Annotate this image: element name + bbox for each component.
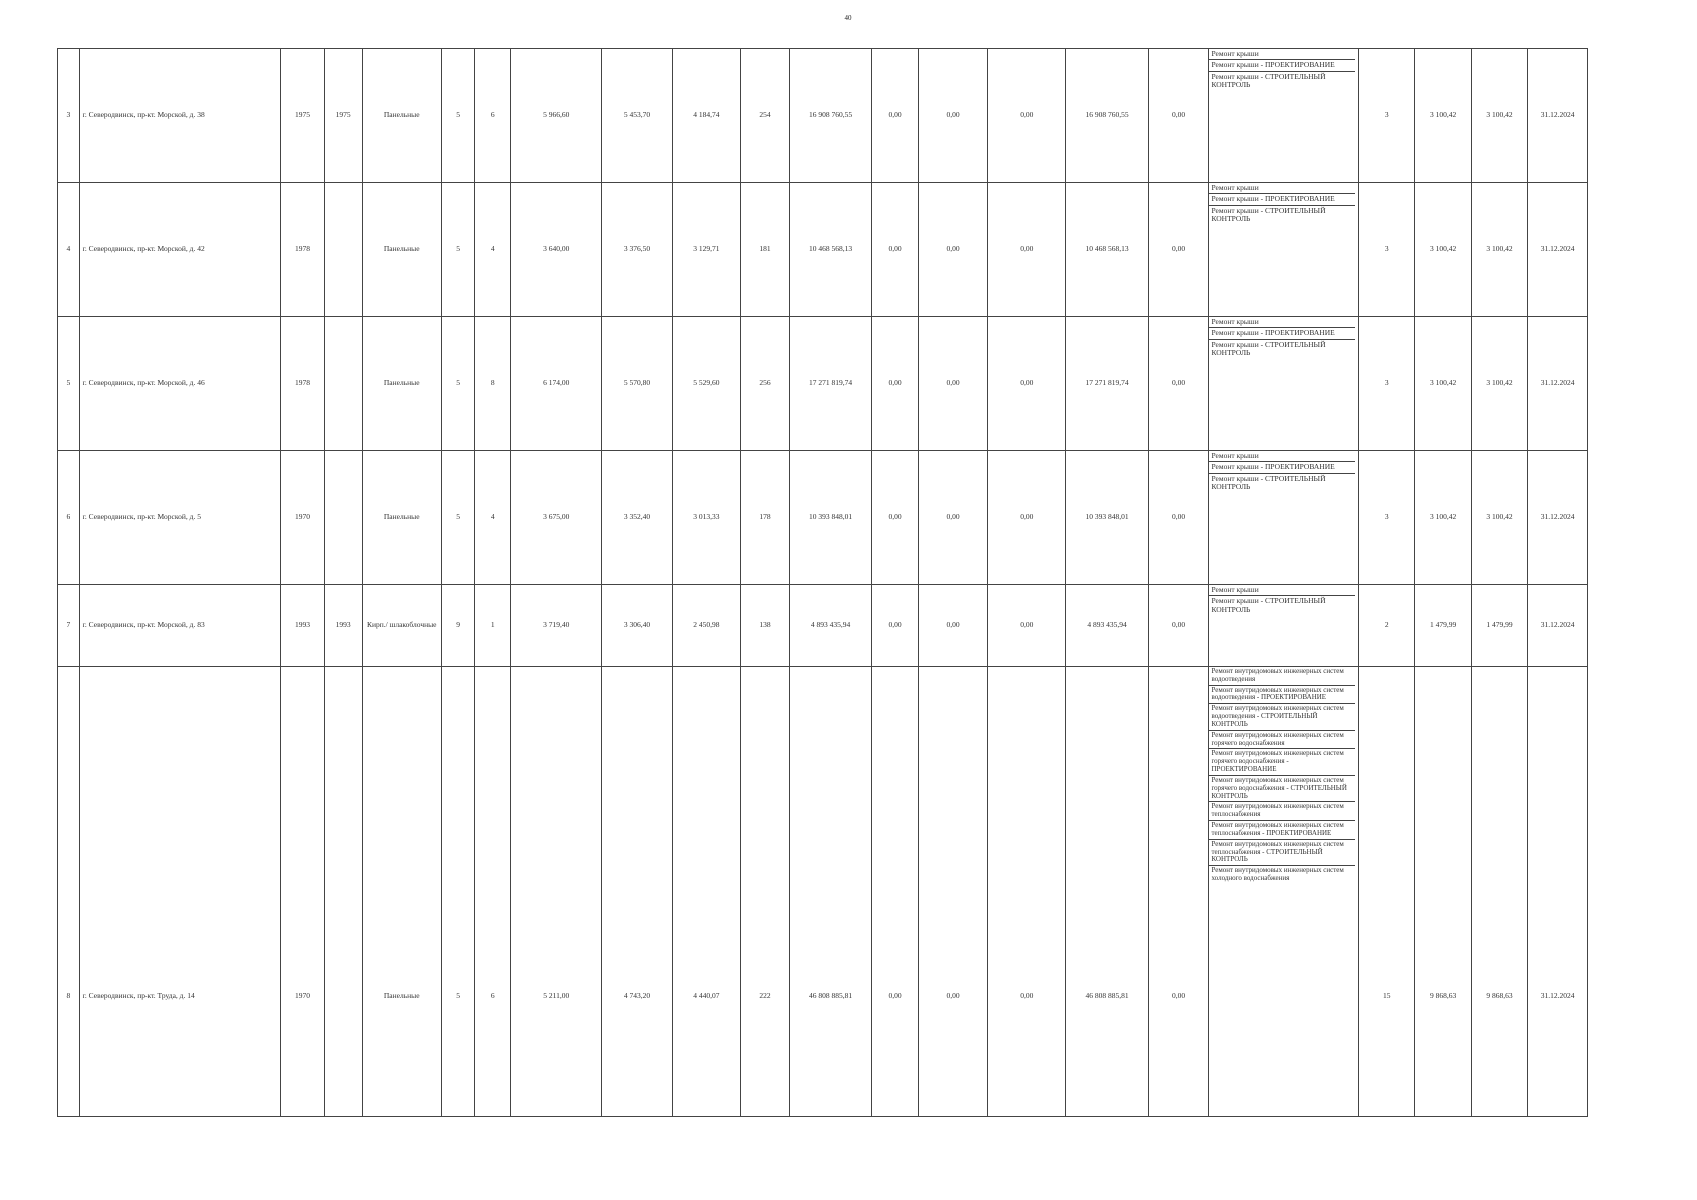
fund-owners-cell: 17 271 819,74: [1066, 317, 1148, 451]
fund-local-cell: 0,00: [988, 183, 1066, 317]
fund-local-cell: 0,00: [988, 585, 1066, 667]
fund-local-cell: 0,00: [988, 49, 1066, 183]
fund-other-cell: 0,00: [1148, 451, 1209, 585]
row-number: 6: [58, 451, 80, 585]
work-item: Ремонт крыши: [1209, 451, 1355, 462]
residential-area-cell: 2 450,98: [672, 585, 740, 667]
deadline-cell: 31.12.2024: [1528, 49, 1588, 183]
work-item: Ремонт крыши - ПРОЕКТИРОВАНИЕ: [1209, 60, 1355, 71]
year-built-cell: 1993: [281, 585, 324, 667]
fund-owners-cell: 10 393 848,01: [1066, 451, 1148, 585]
residents-cell: 254: [741, 49, 790, 183]
premises-area-cell: 5 453,70: [602, 49, 672, 183]
residential-area-cell: 3 013,33: [672, 451, 740, 585]
fund-regional-cell: 0,00: [918, 49, 987, 183]
unit-cost-limit-cell: 9 868,63: [1471, 667, 1527, 1117]
fund-regional-cell: 0,00: [918, 585, 987, 667]
residential-area-cell: 5 529,60: [672, 317, 740, 451]
work-item: Ремонт внутридомовых инженерных систем водоотведения: [1209, 667, 1355, 686]
total-area-cell: 6 174,00: [511, 317, 602, 451]
works-count-cell: 15: [1359, 667, 1415, 1117]
wall-material-cell: Панельные: [362, 183, 441, 317]
year-reconstructed-cell: 1993: [324, 585, 362, 667]
entrances-cell: 8: [475, 317, 511, 451]
address-cell: г. Северодвинск, пр-кт. Морской, д. 46: [79, 317, 281, 451]
year-reconstructed-cell: 1975: [324, 49, 362, 183]
work-item: Ремонт крыши - СТРОИТЕЛЬНЫЙ КОНТРОЛЬ: [1211, 339, 1326, 358]
row-number: 5: [58, 317, 80, 451]
unit-cost-limit-cell: 3 100,42: [1471, 49, 1527, 183]
works-count-cell: 3: [1359, 317, 1415, 451]
floors-cell: 9: [441, 585, 475, 667]
unit-cost-cell: 3 100,42: [1415, 451, 1471, 585]
residents-cell: 256: [741, 317, 790, 451]
work-item: Ремонт внутридомовых инженерных систем теплоснабжения - ПРОЕКТИРОВАНИЕ: [1209, 821, 1355, 840]
premises-area-cell: 3 306,40: [602, 585, 672, 667]
fund-owners-cell: 16 908 760,55: [1066, 49, 1148, 183]
floors-cell: 5: [441, 667, 475, 1117]
work-item: Ремонт внутридомовых инженерных систем теплоснабжения - СТРОИТЕЛЬНЫЙ КОНТРОЛЬ: [1209, 840, 1355, 866]
register-body: [58, 49, 1588, 1117]
deadline-cell: 31.12.2024: [1528, 585, 1588, 667]
works-cell: [1209, 667, 1359, 1117]
table-row: [58, 451, 1588, 585]
fund-federal-cell: 0,00: [872, 667, 919, 1117]
fund-other-cell: 0,00: [1148, 49, 1209, 183]
works-cell: [1209, 451, 1359, 585]
fund-other-cell: 0,00: [1148, 667, 1209, 1117]
cost-total-cell: 46 808 885,81: [789, 667, 871, 1117]
cost-total-cell: 4 893 435,94: [789, 585, 871, 667]
work-item: Ремонт крыши - ПРОЕКТИРОВАНИЕ: [1209, 462, 1355, 473]
wall-material-cell: Панельные: [362, 451, 441, 585]
fund-local-cell: 0,00: [988, 451, 1066, 585]
year-built-cell: 1970: [281, 667, 324, 1117]
fund-owners-cell: 10 468 568,13: [1066, 183, 1148, 317]
year-built-cell: 1978: [281, 183, 324, 317]
work-item: Ремонт крыши - СТРОИТЕЛЬНЫЙ КОНТРОЛЬ: [1211, 71, 1326, 90]
deadline-cell: 31.12.2024: [1528, 183, 1588, 317]
year-reconstructed-cell: [324, 183, 362, 317]
total-area-cell: 5 211,00: [511, 667, 602, 1117]
residents-cell: 181: [741, 183, 790, 317]
total-area-cell: 3 719,40: [511, 585, 602, 667]
table-row: [58, 183, 1588, 317]
works-cell: [1209, 585, 1359, 667]
table-row: [58, 585, 1588, 667]
residential-area-cell: 4 440,07: [672, 667, 740, 1117]
table-row: [58, 49, 1588, 183]
entrances-cell: 4: [475, 183, 511, 317]
total-area-cell: 5 966,60: [511, 49, 602, 183]
floors-cell: 5: [441, 451, 475, 585]
unit-cost-limit-cell: 3 100,42: [1471, 451, 1527, 585]
works-cell: [1209, 49, 1359, 183]
cost-total-cell: 16 908 760,55: [789, 49, 871, 183]
fund-other-cell: 0,00: [1148, 317, 1209, 451]
work-item: Ремонт крыши - СТРОИТЕЛЬНЫЙ КОНТРОЛЬ: [1211, 596, 1326, 614]
year-reconstructed-cell: [324, 451, 362, 585]
year-built-cell: 1970: [281, 451, 324, 585]
unit-cost-limit-cell: 3 100,42: [1471, 183, 1527, 317]
fund-owners-cell: 46 808 885,81: [1066, 667, 1148, 1117]
works-list: [1209, 49, 1358, 91]
deadline-cell: 31.12.2024: [1528, 317, 1588, 451]
wall-material-cell: Панельные: [362, 317, 441, 451]
work-item: Ремонт крыши: [1209, 585, 1355, 596]
row-number: 3: [58, 49, 80, 183]
row-number: 8: [58, 667, 80, 1117]
fund-federal-cell: 0,00: [872, 451, 919, 585]
entrances-cell: 6: [475, 667, 511, 1117]
fund-local-cell: 0,00: [988, 317, 1066, 451]
wall-material-cell: Кирп./ шлакоблочные: [362, 585, 441, 667]
unit-cost-limit-cell: 1 479,99: [1471, 585, 1527, 667]
work-item: Ремонт крыши: [1209, 317, 1355, 328]
fund-federal-cell: 0,00: [872, 183, 919, 317]
unit-cost-cell: 9 868,63: [1415, 667, 1471, 1117]
works-cell: [1209, 317, 1359, 451]
row-number: 7: [58, 585, 80, 667]
entrances-cell: 4: [475, 451, 511, 585]
cost-total-cell: 10 468 568,13: [789, 183, 871, 317]
address-cell: г. Северодвинск, пр-кт. Морской, д. 42: [79, 183, 281, 317]
works-list: [1209, 451, 1358, 493]
residents-cell: 138: [741, 585, 790, 667]
work-item: Ремонт внутридомовых инженерных систем водоотведения - ПРОЕКТИРОВАНИЕ: [1209, 686, 1355, 705]
floors-cell: 5: [441, 49, 475, 183]
fund-other-cell: 0,00: [1148, 183, 1209, 317]
cost-total-cell: 10 393 848,01: [789, 451, 871, 585]
entrances-cell: 6: [475, 49, 511, 183]
works-count-cell: 3: [1359, 183, 1415, 317]
work-item: Ремонт крыши: [1209, 49, 1355, 60]
row-number: 4: [58, 183, 80, 317]
cost-total-cell: 17 271 819,74: [789, 317, 871, 451]
premises-area-cell: 3 376,50: [602, 183, 672, 317]
total-area-cell: 3 640,00: [511, 183, 602, 317]
works-list: [1209, 667, 1358, 884]
address-cell: г. Северодвинск, пр-кт. Морской, д. 5: [79, 451, 281, 585]
work-item: Ремонт внутридомовых инженерных систем холодного водоснабжения: [1211, 866, 1344, 883]
work-item: Ремонт крыши - ПРОЕКТИРОВАНИЕ: [1209, 194, 1355, 205]
page-number: 40: [844, 14, 852, 22]
address-cell: г. Северодвинск, пр-кт. Морской, д. 83: [79, 585, 281, 667]
fund-federal-cell: 0,00: [872, 49, 919, 183]
year-reconstructed-cell: [324, 667, 362, 1117]
deadline-cell: 31.12.2024: [1528, 667, 1588, 1117]
residents-cell: 178: [741, 451, 790, 585]
fund-regional-cell: 0,00: [918, 451, 987, 585]
works-cell: [1209, 183, 1359, 317]
table-row: [58, 667, 1588, 1117]
residential-area-cell: 4 184,74: [672, 49, 740, 183]
year-built-cell: 1978: [281, 317, 324, 451]
wall-material-cell: Панельные: [362, 667, 441, 1117]
year-reconstructed-cell: [324, 317, 362, 451]
work-item: Ремонт внутридомовых инженерных систем теплоснабжения: [1209, 802, 1355, 821]
works-count-cell: 2: [1359, 585, 1415, 667]
address-cell: г. Северодвинск, пр-кт. Морской, д. 38: [79, 49, 281, 183]
fund-owners-cell: 4 893 435,94: [1066, 585, 1148, 667]
fund-local-cell: 0,00: [988, 667, 1066, 1117]
work-item: Ремонт внутридомовых инженерных систем горячего водоснабжения: [1209, 731, 1355, 750]
fund-regional-cell: 0,00: [918, 183, 987, 317]
work-item: Ремонт крыши - СТРОИТЕЛЬНЫЙ КОНТРОЛЬ: [1211, 205, 1326, 224]
year-built-cell: 1975: [281, 49, 324, 183]
premises-area-cell: 5 570,80: [602, 317, 672, 451]
work-item: Ремонт крыши - СТРОИТЕЛЬНЫЙ КОНТРОЛЬ: [1211, 473, 1326, 492]
premises-area-cell: 4 743,20: [602, 667, 672, 1117]
unit-cost-cell: 3 100,42: [1415, 317, 1471, 451]
work-item: Ремонт внутридомовых инженерных систем горячего водоснабжения - СТРОИТЕЛЬНЫЙ КОНТРОЛЬ: [1209, 776, 1355, 802]
work-item: Ремонт крыши - ПРОЕКТИРОВАНИЕ: [1209, 328, 1355, 339]
deadline-cell: 31.12.2024: [1528, 451, 1588, 585]
floors-cell: 5: [441, 317, 475, 451]
premises-area-cell: 3 352,40: [602, 451, 672, 585]
work-item: Ремонт внутридомовых инженерных систем водоотведения - СТРОИТЕЛЬНЫЙ КОНТРОЛЬ: [1209, 704, 1355, 730]
unit-cost-cell: 1 479,99: [1415, 585, 1471, 667]
fund-regional-cell: 0,00: [918, 667, 987, 1117]
residents-cell: 222: [741, 667, 790, 1117]
works-list: [1209, 585, 1358, 615]
fund-other-cell: 0,00: [1148, 585, 1209, 667]
capital-repair-register-table: [57, 48, 1588, 1117]
floors-cell: 5: [441, 183, 475, 317]
work-item: Ремонт крыши: [1209, 183, 1355, 194]
unit-cost-limit-cell: 3 100,42: [1471, 317, 1527, 451]
works-list: [1209, 317, 1358, 359]
works-count-cell: 3: [1359, 49, 1415, 183]
address-cell: г. Северодвинск, пр-кт. Труда, д. 14: [79, 667, 281, 1117]
fund-federal-cell: 0,00: [872, 585, 919, 667]
fund-federal-cell: 0,00: [872, 317, 919, 451]
entrances-cell: 1: [475, 585, 511, 667]
total-area-cell: 3 675,00: [511, 451, 602, 585]
residential-area-cell: 3 129,71: [672, 183, 740, 317]
fund-regional-cell: 0,00: [918, 317, 987, 451]
unit-cost-cell: 3 100,42: [1415, 183, 1471, 317]
wall-material-cell: Панельные: [362, 49, 441, 183]
works-count-cell: 3: [1359, 451, 1415, 585]
work-item: Ремонт внутридомовых инженерных систем горячего водоснабжения - ПРОЕКТИРОВАНИЕ: [1209, 749, 1355, 775]
works-list: [1209, 183, 1358, 225]
table-row: [58, 317, 1588, 451]
unit-cost-cell: 3 100,42: [1415, 49, 1471, 183]
